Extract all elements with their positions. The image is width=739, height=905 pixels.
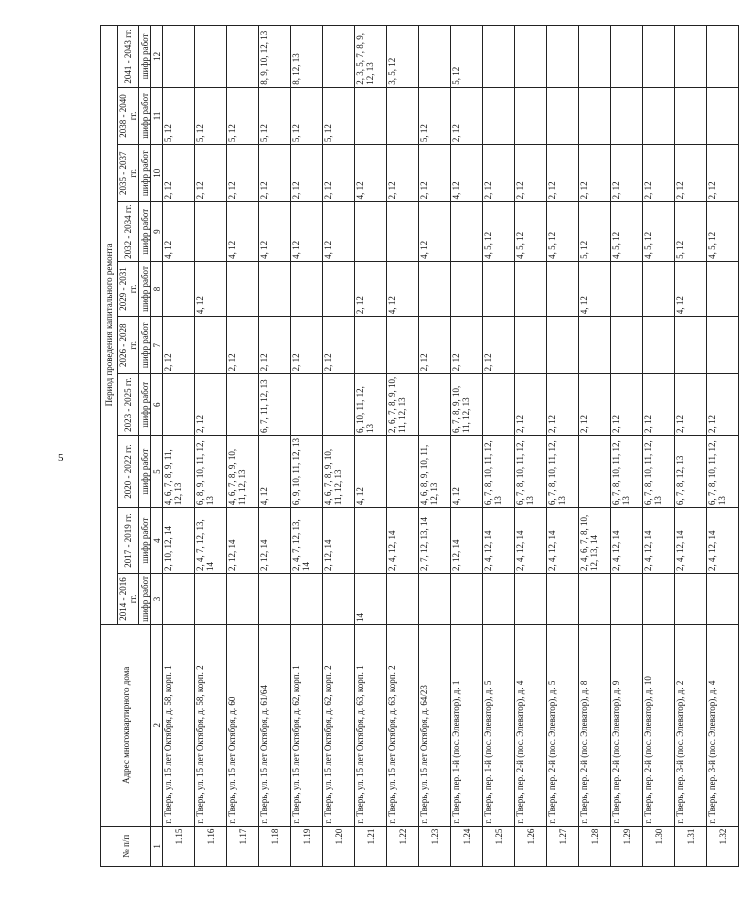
header-works-code: шифр работ — [139, 202, 151, 261]
works-code-cell: 4, 12 — [259, 435, 291, 507]
header-period-7: 2032 - 2034 гг. — [118, 202, 139, 261]
row-number: 1.24 — [451, 826, 483, 866]
works-code-cell — [547, 317, 579, 374]
works-code-cell: 4, 12 — [163, 202, 195, 261]
works-code-cell — [387, 317, 419, 374]
row-address: г. Тверь, ул. 15 лет Октября, д. 60 — [227, 624, 259, 826]
works-code-cell: 2, 10, 12, 14 — [163, 508, 195, 574]
works-code-cell — [547, 573, 579, 624]
header-col-index: 3 — [151, 573, 163, 624]
works-code-cell — [611, 573, 643, 624]
works-code-cell: 2, 4, 7, 12, 13, 14 — [291, 508, 323, 574]
works-code-cell: 5, 12 — [579, 202, 611, 261]
header-period: Период проведения капитального ремонта — [101, 26, 118, 625]
works-code-cell — [355, 202, 387, 261]
works-code-cell: 6, 7, 8, 10, 11, 12, 13 — [515, 435, 547, 507]
header-col-index: 11 — [151, 87, 163, 144]
row-number: 1.27 — [547, 826, 579, 866]
works-code-cell — [291, 374, 323, 436]
works-code-cell — [675, 317, 707, 374]
header-works-code: шифр работ — [139, 435, 151, 507]
works-code-cell — [675, 573, 707, 624]
works-code-cell — [579, 435, 611, 507]
works-code-cell — [483, 87, 515, 144]
table-row — [387, 26, 419, 867]
header-period-10: 2041 - 2043 гг. — [118, 26, 139, 88]
header-no: № п/п — [101, 826, 151, 866]
header-period-4: 2023 - 2025 гг. — [118, 374, 139, 436]
works-code-cell — [643, 573, 675, 624]
header-works-code: шифр работ — [139, 87, 151, 144]
works-code-cell — [547, 26, 579, 88]
works-code-cell: 6, 7, 8, 10, 11, 12, 13 — [547, 435, 579, 507]
works-code-cell — [707, 573, 739, 624]
works-code-cell — [515, 26, 547, 88]
works-code-cell — [643, 87, 675, 144]
works-code-cell — [707, 317, 739, 374]
table-row — [707, 26, 739, 867]
works-code-cell — [483, 26, 515, 88]
works-code-cell — [547, 87, 579, 144]
works-code-cell — [227, 374, 259, 436]
header-works-code: шифр работ — [139, 317, 151, 374]
header-works-code: шифр работ — [139, 261, 151, 316]
works-code-cell: 4, 12 — [259, 202, 291, 261]
table-row — [259, 26, 291, 867]
row-number: 1.20 — [323, 826, 355, 866]
table-row — [547, 26, 579, 867]
works-code-cell — [227, 573, 259, 624]
works-code-cell: 4, 12 — [451, 145, 483, 202]
row-number: 1.19 — [291, 826, 323, 866]
header-col-index: 8 — [151, 261, 163, 316]
works-code-cell: 2, 12 — [451, 87, 483, 144]
works-code-cell: 2, 6, 7, 8, 9, 10, 11, 12, 13 — [387, 374, 419, 436]
works-code-cell: 4, 12 — [451, 435, 483, 507]
row-number: 1.23 — [419, 826, 451, 866]
header-period-9: 2038 - 2040 гг. — [118, 87, 139, 144]
works-code-cell: 2, 12 — [675, 374, 707, 436]
header-works-code: шифр работ — [139, 145, 151, 202]
row-address: г. Тверь, ул. 15 лет Октября, д. 63, корп. 2 — [387, 624, 419, 826]
works-code-cell: 4, 6, 7, 8, 9, 11, 12, 13 — [163, 435, 195, 507]
works-code-cell: 2, 7, 12, 13, 14 — [419, 508, 451, 574]
works-code-cell: 2, 12 — [451, 317, 483, 374]
works-code-cell: 4, 12 — [355, 145, 387, 202]
row-address: г. Тверь, пер. 2-й (пос. Элеватор), д. 10 — [643, 624, 675, 826]
works-code-cell: 2, 3, 5, 7, 8, 9, 12, 13 — [355, 26, 387, 88]
works-code-cell: 2, 12 — [547, 145, 579, 202]
row-address: г. Тверь, ул. 15 лет Октября, д. 62, корп. 2 — [323, 624, 355, 826]
works-code-cell — [259, 573, 291, 624]
works-code-cell — [163, 374, 195, 436]
table-row — [675, 26, 707, 867]
table-row — [163, 26, 195, 867]
works-code-cell: 2, 12 — [291, 145, 323, 202]
table-row — [515, 26, 547, 867]
works-code-cell: 3, 5, 12 — [387, 26, 419, 88]
works-code-cell: 2, 12, 14 — [451, 508, 483, 574]
works-code-cell — [323, 26, 355, 88]
works-code-cell: 4, 6, 7, 8, 9, 10, 11, 12, 13 — [227, 435, 259, 507]
row-number: 1.32 — [707, 826, 739, 866]
works-code-cell — [579, 317, 611, 374]
works-code-cell: 2, 12 — [195, 374, 227, 436]
works-code-cell: 2, 4, 12, 14 — [675, 508, 707, 574]
row-number: 1.15 — [163, 826, 195, 866]
works-code-cell: 4, 12 — [419, 202, 451, 261]
row-number: 1.16 — [195, 826, 227, 866]
works-code-cell: 4, 12 — [323, 202, 355, 261]
works-code-cell: 2, 12 — [291, 317, 323, 374]
works-code-cell: 2, 12, 14 — [259, 508, 291, 574]
works-code-cell: 2, 4, 12, 14 — [483, 508, 515, 574]
row-number: 1.29 — [611, 826, 643, 866]
works-code-cell: 4, 12 — [227, 202, 259, 261]
works-code-cell: 6, 7, 8, 10, 11, 12, 13 — [707, 435, 739, 507]
row-number: 1.17 — [227, 826, 259, 866]
works-code-cell — [707, 87, 739, 144]
works-code-cell — [419, 573, 451, 624]
works-code-cell: 2, 12 — [515, 374, 547, 436]
works-code-cell — [323, 573, 355, 624]
row-address: г. Тверь, пер. 3-й (пос. Элеватор), д. 4 — [707, 624, 739, 826]
works-code-cell: 2, 4, 12, 14 — [643, 508, 675, 574]
table-row — [291, 26, 323, 867]
works-code-cell — [675, 26, 707, 88]
row-address: г. Тверь, ул. 15 лет Октября, д. 62, корп. 1 — [291, 624, 323, 826]
works-code-cell: 5, 12 — [163, 87, 195, 144]
works-code-cell: 4, 5, 12 — [643, 202, 675, 261]
works-code-cell — [707, 261, 739, 316]
header-works-code: шифр работ — [139, 374, 151, 436]
works-code-cell — [579, 573, 611, 624]
works-code-cell: 2, 4, 12, 14 — [707, 508, 739, 574]
works-code-cell: 2, 4, 12, 14 — [515, 508, 547, 574]
works-code-cell — [323, 374, 355, 436]
works-code-cell: 4, 12 — [675, 261, 707, 316]
works-code-cell: 2, 12 — [483, 145, 515, 202]
works-code-cell — [195, 317, 227, 374]
row-address: г. Тверь, пер. 3-й (пос. Элеватор), д. 2 — [675, 624, 707, 826]
row-number: 1.31 — [675, 826, 707, 866]
row-number: 1.21 — [355, 826, 387, 866]
row-address: г. Тверь, ул. 15 лет Октября, д. 58, корп. 2 — [195, 624, 227, 826]
table-row — [227, 26, 259, 867]
works-code-cell: 2, 12 — [579, 374, 611, 436]
works-code-cell — [483, 374, 515, 436]
works-code-cell: 6, 7, 8, 9, 10, 11, 12, 13 — [451, 374, 483, 436]
works-code-cell — [387, 202, 419, 261]
table-row — [579, 26, 611, 867]
works-code-cell: 5, 12 — [259, 87, 291, 144]
works-code-cell — [675, 87, 707, 144]
works-code-cell: 2, 12 — [643, 374, 675, 436]
works-code-cell — [451, 261, 483, 316]
works-code-cell — [515, 573, 547, 624]
works-code-cell: 6, 7, 8, 10, 11, 12, 13 — [611, 435, 643, 507]
row-address: г. Тверь, пер. 2-й (пос. Элеватор), д. 8 — [579, 624, 611, 826]
works-code-cell: 5, 12 — [195, 87, 227, 144]
table-row — [195, 26, 227, 867]
works-code-cell — [515, 317, 547, 374]
works-code-cell — [451, 573, 483, 624]
works-code-cell — [355, 87, 387, 144]
works-code-cell: 8, 9, 10, 12, 13 — [259, 26, 291, 88]
header-col-index: 4 — [151, 508, 163, 574]
works-code-cell: 2, 12 — [163, 317, 195, 374]
works-code-cell — [611, 317, 643, 374]
works-code-cell: 6, 10, 11, 12, 13 — [355, 374, 387, 436]
works-code-cell: 6, 7, 11, 12, 13 — [259, 374, 291, 436]
works-code-cell: 2, 12 — [547, 374, 579, 436]
works-code-cell: 2, 12 — [675, 145, 707, 202]
works-code-cell: 4, 6, 7, 8, 9, 10, 11, 12, 13 — [323, 435, 355, 507]
works-code-cell — [419, 374, 451, 436]
works-code-cell — [227, 26, 259, 88]
works-code-cell — [163, 261, 195, 316]
row-number: 1.18 — [259, 826, 291, 866]
works-code-cell: 5, 12 — [451, 26, 483, 88]
header-works-code: шифр работ — [139, 508, 151, 574]
works-code-cell: 2, 12 — [259, 317, 291, 374]
row-address: г. Тверь, пер. 2-й (пос. Элеватор), д. 5 — [547, 624, 579, 826]
page-number: 5 — [58, 452, 64, 464]
works-code-cell — [419, 261, 451, 316]
works-code-cell — [643, 317, 675, 374]
row-number: 1.30 — [643, 826, 675, 866]
header-works-code: шифр работ — [139, 26, 151, 88]
works-code-cell: 2, 12 — [195, 145, 227, 202]
works-code-cell: 2, 12 — [227, 317, 259, 374]
header-works-code: шифр работ — [139, 573, 151, 624]
works-code-cell: 2, 12, 14 — [227, 508, 259, 574]
header-col-index: 9 — [151, 202, 163, 261]
header-period-5: 2026 - 2028 гг. — [118, 317, 139, 374]
row-address: г. Тверь, пер. 1-й (пос. Элеватор), д. 1 — [451, 624, 483, 826]
works-code-cell: 6, 8, 9, 10, 11, 12, 13 — [195, 435, 227, 507]
works-code-cell — [355, 508, 387, 574]
works-code-cell: 8, 12, 13 — [291, 26, 323, 88]
header-col-index: 1 — [151, 826, 163, 866]
header-period-1: 2014 - 2016 гг. — [118, 573, 139, 624]
works-code-cell — [291, 261, 323, 316]
works-code-cell: 5, 12 — [323, 87, 355, 144]
works-code-cell — [387, 435, 419, 507]
works-code-cell — [579, 26, 611, 88]
works-code-cell: 2, 4, 6, 7, 8, 10, 12, 13, 14 — [579, 508, 611, 574]
works-code-cell — [515, 87, 547, 144]
works-code-cell: 4, 5, 12 — [611, 202, 643, 261]
works-code-cell — [323, 261, 355, 316]
works-code-cell: 4, 5, 12 — [707, 202, 739, 261]
table-row — [451, 26, 483, 867]
repair-schedule-table — [100, 25, 739, 867]
works-code-cell: 5, 12 — [419, 87, 451, 144]
works-code-cell: 2, 12 — [419, 145, 451, 202]
works-code-cell — [355, 317, 387, 374]
works-code-cell: 6, 7, 8, 10, 11, 12, 13 — [643, 435, 675, 507]
table-row — [419, 26, 451, 867]
works-code-cell: 5, 12 — [291, 87, 323, 144]
works-code-cell — [451, 202, 483, 261]
header-col-index: 6 — [151, 374, 163, 436]
works-code-cell: 2, 12 — [483, 317, 515, 374]
works-code-cell: 2, 12 — [163, 145, 195, 202]
works-code-cell — [611, 87, 643, 144]
works-code-cell — [611, 261, 643, 316]
header-period-8: 2035 - 2037 гг. — [118, 145, 139, 202]
works-code-cell: 2, 12 — [227, 145, 259, 202]
header-period-2: 2017 - 2019 гг. — [118, 508, 139, 574]
works-code-cell: 4, 12 — [195, 261, 227, 316]
works-code-cell: 2, 12 — [419, 317, 451, 374]
works-code-cell: 2, 12 — [643, 145, 675, 202]
row-address: г. Тверь, ул. 15 лет Октября, д. 63, корп. 1 — [355, 624, 387, 826]
row-address: г. Тверь, ул. 15 лет Октября, д. 64/23 — [419, 624, 451, 826]
header-col-index: 12 — [151, 26, 163, 88]
works-code-cell: 5, 12 — [227, 87, 259, 144]
works-code-cell: 2, 12 — [515, 145, 547, 202]
works-code-cell: 5, 12 — [675, 202, 707, 261]
row-number: 1.25 — [483, 826, 515, 866]
row-number: 1.28 — [579, 826, 611, 866]
header-address: Адрес многоквартирного дома — [101, 624, 151, 826]
header-period-6: 2029 - 2031 гг. — [118, 261, 139, 316]
works-code-cell — [483, 261, 515, 316]
works-code-cell — [547, 261, 579, 316]
works-code-cell — [195, 573, 227, 624]
works-code-cell: 2, 4, 7, 12, 13, 14 — [195, 508, 227, 574]
works-code-cell — [643, 26, 675, 88]
works-code-cell: 2, 12 — [707, 374, 739, 436]
row-number: 1.22 — [387, 826, 419, 866]
works-code-cell — [259, 261, 291, 316]
works-code-cell: 4, 5, 12 — [515, 202, 547, 261]
works-code-cell — [643, 261, 675, 316]
works-code-cell: 4, 12 — [355, 435, 387, 507]
header-col-index: 10 — [151, 145, 163, 202]
works-code-cell: 2, 12 — [259, 145, 291, 202]
works-code-cell — [195, 26, 227, 88]
works-code-cell — [611, 26, 643, 88]
header-col-index: 7 — [151, 317, 163, 374]
works-code-cell: 2, 4, 12, 14 — [387, 508, 419, 574]
row-address: г. Тверь, ул. 15 лет Октября, д. 61/64 — [259, 624, 291, 826]
header-period-3: 2020 - 2022 гг. — [118, 435, 139, 507]
works-code-cell — [163, 573, 195, 624]
works-code-cell: 4, 5, 12 — [483, 202, 515, 261]
works-code-cell — [227, 261, 259, 316]
works-code-cell: 4, 5, 12 — [547, 202, 579, 261]
header-col-index: 2 — [151, 624, 163, 826]
works-code-cell: 2, 4, 12, 14 — [547, 508, 579, 574]
works-code-cell — [387, 573, 419, 624]
works-code-cell: 6, 9, 10, 11, 12, 13 — [291, 435, 323, 507]
works-code-cell — [579, 87, 611, 144]
works-code-cell: 2, 12 — [707, 145, 739, 202]
works-code-cell: 4, 12 — [291, 202, 323, 261]
works-code-cell — [707, 26, 739, 88]
works-code-cell: 6, 7, 8, 10, 11, 12, 13 — [483, 435, 515, 507]
works-code-cell — [163, 26, 195, 88]
works-code-cell: 4, 6, 8, 9, 10, 11, 12, 13 — [419, 435, 451, 507]
works-code-cell: 2, 12 — [323, 317, 355, 374]
row-number: 1.26 — [515, 826, 547, 866]
row-address: г. Тверь, пер. 2-й (пос. Элеватор), д. 4 — [515, 624, 547, 826]
works-code-cell — [291, 573, 323, 624]
works-code-cell: 2, 4, 12, 14 — [611, 508, 643, 574]
table-row — [483, 26, 515, 867]
table-row — [323, 26, 355, 867]
works-code-cell: 14 — [355, 573, 387, 624]
row-address: г. Тверь, пер. 1-й (пос. Элеватор), д. 5 — [483, 624, 515, 826]
table-row — [611, 26, 643, 867]
works-code-cell: 2, 12, 14 — [323, 508, 355, 574]
works-code-cell — [515, 261, 547, 316]
works-code-cell — [387, 87, 419, 144]
works-code-cell — [419, 26, 451, 88]
works-code-cell — [195, 202, 227, 261]
works-code-cell: 2, 12 — [387, 145, 419, 202]
table-row — [643, 26, 675, 867]
works-code-cell: 2, 12 — [611, 145, 643, 202]
works-code-cell: 2, 12 — [355, 261, 387, 316]
row-address: г. Тверь, ул. 15 лет Октября, д. 58, корп. 1 — [163, 624, 195, 826]
works-code-cell: 2, 12 — [323, 145, 355, 202]
works-code-cell: 2, 12 — [611, 374, 643, 436]
works-code-cell — [483, 573, 515, 624]
works-code-cell: 2, 12 — [579, 145, 611, 202]
row-address: г. Тверь, пер. 2-й (пос. Элеватор), д. 9 — [611, 624, 643, 826]
table-row — [355, 26, 387, 867]
works-code-cell: 4, 12 — [387, 261, 419, 316]
header-col-index: 5 — [151, 435, 163, 507]
works-code-cell: 6, 7, 8, 12, 13 — [675, 435, 707, 507]
works-code-cell: 4, 12 — [579, 261, 611, 316]
